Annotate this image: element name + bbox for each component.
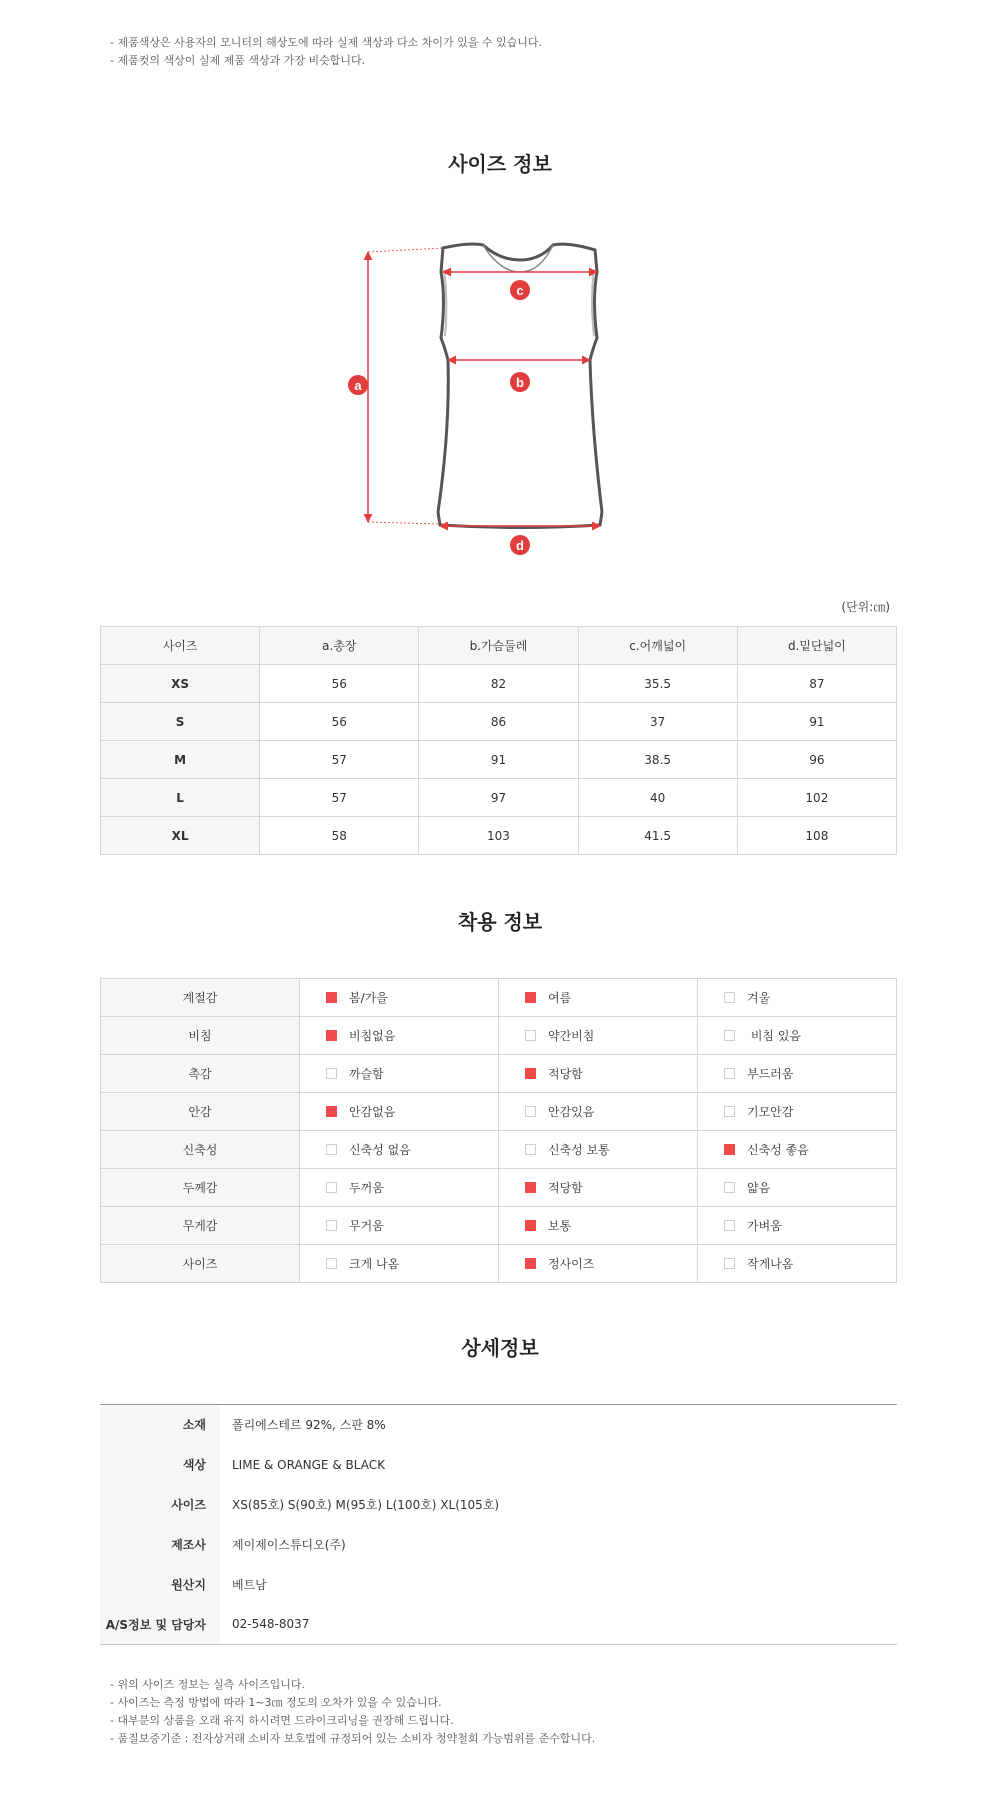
fit-row — [101, 979, 897, 1017]
detail-label: A/S정보 및 담당자 — [100, 1605, 220, 1645]
table-row — [101, 741, 897, 779]
header-cell: a.총장 — [260, 627, 419, 665]
table-cell: 38.5 — [578, 741, 737, 779]
fit-option-label: 적당함 — [548, 1067, 583, 1081]
size-label-cell: XL — [101, 817, 260, 855]
fit-option-label: 무거움 — [349, 1219, 384, 1233]
header-cell: 사이즈 — [101, 627, 260, 665]
fit-option — [698, 1093, 897, 1131]
fit-option — [499, 1055, 698, 1093]
fit-row-label: 두께감 — [101, 1169, 300, 1207]
detail-value: 02-548-8037 — [232, 1617, 310, 1632]
detail-row — [100, 1445, 897, 1485]
size-table-header-row — [101, 627, 897, 665]
detail-row — [100, 1405, 897, 1445]
detail-row — [100, 1605, 897, 1645]
fit-option — [499, 1017, 698, 1055]
fit-option — [300, 1093, 499, 1131]
fit-option-label: 비침 있음 — [747, 1029, 801, 1043]
unchecked-box-icon — [724, 1068, 735, 1079]
size-label-cell: L — [101, 779, 260, 817]
table-cell: 41.5 — [578, 817, 737, 855]
checked-box-icon — [326, 1030, 337, 1041]
fit-option-label: 얇음 — [747, 1181, 771, 1195]
size-info-title: 사이즈 정보 — [448, 152, 552, 176]
table-cell: 82 — [419, 665, 578, 703]
garment-size-diagram — [340, 230, 620, 560]
fit-option-label: 두꺼움 — [349, 1181, 384, 1195]
table-row — [101, 703, 897, 741]
size-label-cell: XS — [101, 665, 260, 703]
table-row — [101, 665, 897, 703]
table-row — [101, 779, 897, 817]
fit-row-label: 신축성 — [101, 1131, 300, 1169]
fit-option-label: 신축성 없음 — [349, 1143, 411, 1157]
svg-text:a: a — [354, 378, 362, 393]
checked-box-icon — [326, 1106, 337, 1117]
checked-box-icon — [525, 1068, 536, 1079]
unchecked-box-icon — [525, 1030, 536, 1041]
table-cell: 57 — [260, 741, 419, 779]
fit-option-label: 안감있음 — [548, 1105, 595, 1119]
fit-info-table — [100, 978, 897, 1283]
unchecked-box-icon — [724, 1220, 735, 1231]
fit-option-label: 정사이즈 — [548, 1257, 595, 1271]
fit-option — [698, 1055, 897, 1093]
fit-option — [499, 1245, 698, 1283]
unchecked-box-icon — [326, 1258, 337, 1269]
fit-row — [101, 1245, 897, 1283]
svg-text:d: d — [516, 538, 524, 553]
fit-option — [300, 1207, 499, 1245]
fit-option — [499, 1131, 698, 1169]
checked-box-icon — [525, 1182, 536, 1193]
detail-value: 폴리에스테르 92%, 스판 8% — [232, 1418, 386, 1433]
fit-option — [698, 979, 897, 1017]
fit-option — [698, 1207, 897, 1245]
unchecked-box-icon — [724, 1030, 735, 1041]
unchecked-box-icon — [326, 1182, 337, 1193]
detail-value: 베트남 — [232, 1578, 267, 1592]
fit-option-label: 작게나옴 — [747, 1257, 794, 1271]
fit-option — [300, 1245, 499, 1283]
fit-option — [499, 1207, 698, 1245]
table-row — [101, 817, 897, 855]
fit-row-label: 무게감 — [101, 1207, 300, 1245]
table-cell: 58 — [260, 817, 419, 855]
detail-label: 소재 — [100, 1405, 220, 1445]
fit-option-label: 비침없음 — [349, 1029, 396, 1043]
fit-option-label: 여름 — [548, 991, 572, 1005]
table-cell: 108 — [737, 817, 896, 855]
fit-option-label: 기모안감 — [747, 1105, 794, 1119]
unchecked-box-icon — [326, 1068, 337, 1079]
fit-option — [499, 1093, 698, 1131]
fit-option-label: 겨울 — [747, 991, 771, 1005]
detail-value: 제이제이스튜디오(주) — [232, 1538, 346, 1552]
checked-box-icon — [525, 992, 536, 1003]
fit-option-label: 보통 — [548, 1219, 572, 1233]
size-label-cell: M — [101, 741, 260, 779]
note-line: - 제품색상은 사용자의 모니터의 해상도에 따라 실제 색상과 다소 차이가 있을 수 있습니다. — [110, 36, 542, 49]
table-cell: 97 — [419, 779, 578, 817]
table-cell: 102 — [737, 779, 896, 817]
note-line: - 사이즈는 측정 방법에 따라 1~3㎝ 정도의 오차가 있을 수 있습니다. — [110, 1696, 442, 1709]
svg-text:c: c — [516, 283, 524, 298]
fit-option — [499, 1169, 698, 1207]
fit-row-label: 계절감 — [101, 979, 300, 1017]
table-cell: 56 — [260, 665, 419, 703]
detail-value: XS(85호) S(90호) M(95호) L(100호) XL(105호) — [232, 1498, 500, 1512]
fit-option-label: 신축성 보통 — [548, 1143, 610, 1157]
fit-row — [101, 1017, 897, 1055]
detail-label: 제조사 — [100, 1525, 220, 1565]
fit-option — [300, 979, 499, 1017]
fit-row — [101, 1093, 897, 1131]
detail-row — [100, 1565, 897, 1605]
svg-text:b: b — [516, 375, 524, 390]
note-line: - 대부분의 상품을 오래 유지 하시려면 드라이크리닝을 권장해 드립니다. — [110, 1714, 454, 1727]
detail-info-title: 상세정보 — [461, 1336, 539, 1360]
table-cell: 40 — [578, 779, 737, 817]
header-cell: b.가슴둘레 — [419, 627, 578, 665]
fit-row — [101, 1055, 897, 1093]
fit-option-label: 까슬함 — [349, 1067, 384, 1081]
fit-option-label: 봄/가을 — [349, 991, 388, 1005]
fit-option — [300, 1017, 499, 1055]
unchecked-box-icon — [326, 1144, 337, 1155]
fit-row — [101, 1207, 897, 1245]
table-cell: 56 — [260, 703, 419, 741]
top-notes — [110, 34, 542, 70]
table-cell: 87 — [737, 665, 896, 703]
table-cell: 103 — [419, 817, 578, 855]
table-cell: 35.5 — [578, 665, 737, 703]
header-cell: d.밑단넓이 — [737, 627, 896, 665]
fit-row-label: 사이즈 — [101, 1245, 300, 1283]
detail-row — [100, 1485, 897, 1525]
table-cell: 86 — [419, 703, 578, 741]
fit-option-label: 적당함 — [548, 1181, 583, 1195]
detail-label: 원산지 — [100, 1565, 220, 1605]
table-cell: 57 — [260, 779, 419, 817]
unchecked-box-icon — [525, 1106, 536, 1117]
note-line: - 제품컷의 색상이 실제 제품 색상과 가장 비슷합니다. — [110, 54, 366, 67]
fit-option-label: 크게 나옴 — [349, 1257, 400, 1271]
marker-d — [510, 535, 530, 555]
detail-value: LIME & ORANGE & BLACK — [232, 1457, 385, 1472]
marker-a — [348, 375, 368, 395]
detail-info-table — [100, 1404, 897, 1645]
fit-option — [300, 1131, 499, 1169]
fit-option — [300, 1055, 499, 1093]
fit-option-label: 부드러움 — [747, 1067, 794, 1081]
fit-row-label: 안감 — [101, 1093, 300, 1131]
checked-box-icon — [525, 1220, 536, 1231]
fit-option — [698, 1169, 897, 1207]
fit-option — [698, 1245, 897, 1283]
detail-row — [100, 1525, 897, 1565]
fit-option — [698, 1131, 897, 1169]
fit-row-label: 촉감 — [101, 1055, 300, 1093]
table-cell: 96 — [737, 741, 896, 779]
fit-row-label: 비침 — [101, 1017, 300, 1055]
fit-info-title: 착용 정보 — [457, 910, 543, 934]
bottom-notes — [110, 1676, 595, 1748]
marker-b — [510, 372, 530, 392]
detail-label: 사이즈 — [100, 1485, 220, 1525]
checked-box-icon — [525, 1258, 536, 1269]
fit-row — [101, 1169, 897, 1207]
fit-option — [698, 1017, 897, 1055]
header-cell: c.어깨넓이 — [578, 627, 737, 665]
fit-option — [300, 1169, 499, 1207]
checked-box-icon — [326, 992, 337, 1003]
table-cell: 91 — [419, 741, 578, 779]
fit-row — [101, 1131, 897, 1169]
unchecked-box-icon — [724, 1182, 735, 1193]
unchecked-box-icon — [724, 1258, 735, 1269]
size-table — [100, 626, 897, 855]
unchecked-box-icon — [525, 1144, 536, 1155]
unchecked-box-icon — [326, 1220, 337, 1231]
table-cell: 37 — [578, 703, 737, 741]
fit-option-label: 안감없음 — [349, 1105, 396, 1119]
unit-note: (단위:㎝) — [841, 600, 890, 614]
fit-option-label: 약간비침 — [548, 1029, 595, 1043]
detail-label: 색상 — [100, 1445, 220, 1485]
note-line: - 위의 사이즈 정보는 실측 사이즈입니다. — [110, 1678, 305, 1691]
table-cell: 91 — [737, 703, 896, 741]
checked-box-icon — [724, 1144, 735, 1155]
fit-option-label: 가벼움 — [747, 1219, 782, 1233]
size-label-cell: S — [101, 703, 260, 741]
unchecked-box-icon — [724, 1106, 735, 1117]
marker-c — [510, 280, 530, 300]
unchecked-box-icon — [724, 992, 735, 1003]
note-line: - 품질보증기준 : 전자상거래 소비자 보호법에 규정되어 있는 소비자 청약철회 가능범위를 준수합니다. — [110, 1732, 596, 1745]
fit-option — [499, 979, 698, 1017]
fit-option-label: 신축성 좋음 — [747, 1143, 809, 1157]
